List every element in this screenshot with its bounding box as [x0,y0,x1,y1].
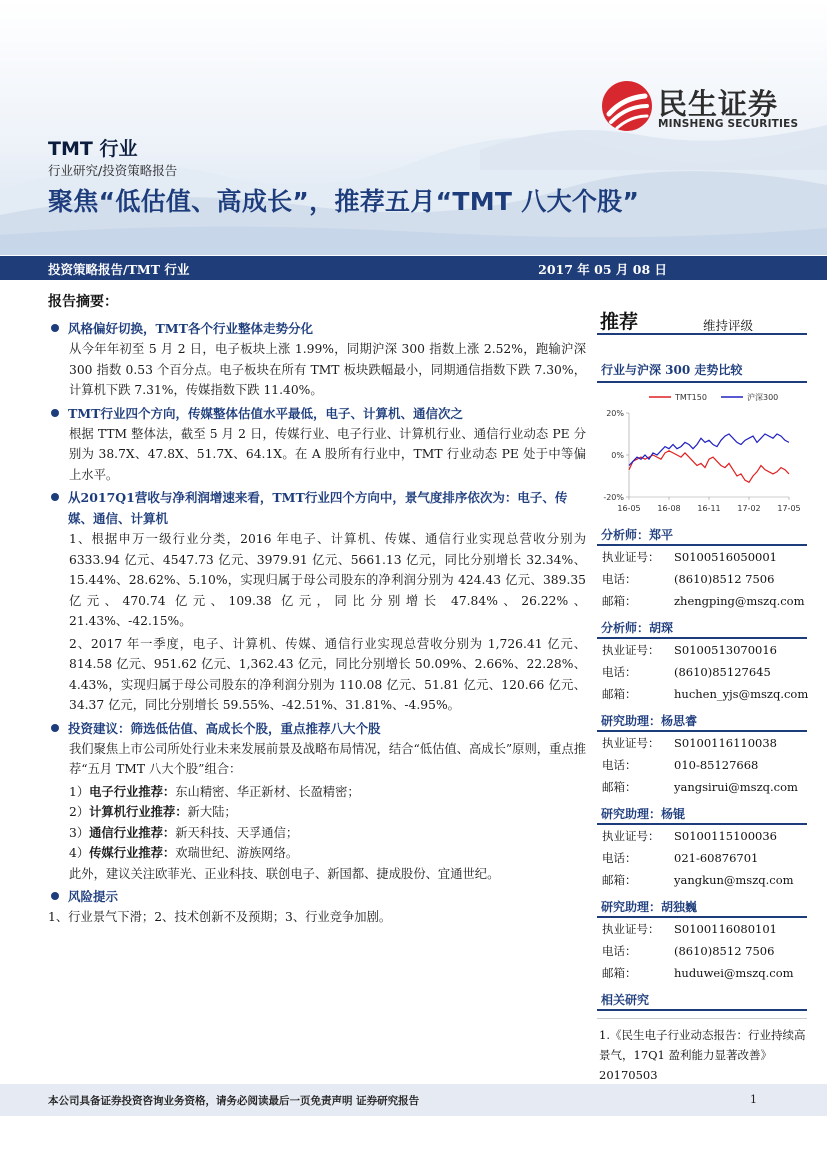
analyst-phone-label: 电话： [602,665,637,679]
section-text: 2、2017 年一季度，电子、计算机、传媒、通信行业实现总营收分别为 1,726.41 亿元、814.58 亿元、951.62 亿元、1,362.43 亿元，同比分别增长 50.09%、2.66%、22.28%、4.43%，实现归属于母公司股东的净利润分别为 110.08 亿元、51.81 亿元、120.66 亿元、34.37 亿元，同比分别增长 59.55%、-42.51%、31.81%、-4.95%。 [69,636,586,712]
analyst-email-row [597,683,807,705]
rec-number: 4） [69,846,90,860]
footer [0,1084,827,1116]
y-tick-label: -20% [603,493,624,502]
rec-number: 1） [69,784,90,799]
analyst-license: S0100115100036 [674,829,777,843]
rec-label: 通信行业推荐： [89,824,176,840]
recommendation-item [48,843,586,864]
analyst-email-label: 邮箱： [602,594,637,608]
analyst-email-label: 邮箱： [602,687,637,701]
x-tick-label: 16-11 [697,504,721,513]
rec-number: 3） [69,825,90,840]
analyst-phone-row [597,940,807,962]
analyst-license-row [597,732,807,754]
analyst-email-row [597,869,807,891]
analyst-email-label: 邮箱： [602,873,637,887]
summary-body [48,316,586,930]
y-tick-label: 0% [611,451,624,460]
analyst-heading [597,618,807,639]
analyst-phone-label: 电话： [602,572,637,586]
recommendation-item [48,782,586,803]
analyst-email-label: 邮箱： [602,780,637,794]
analyst-license: S0100516050001 [674,550,777,564]
analyst-email-row [597,590,807,612]
analyst-phone-label: 电话： [602,851,637,865]
analyst-name: 杨思睿 [661,714,698,728]
analyst-license: S0100116080101 [674,922,777,936]
section-title: 风险提示 [48,886,586,907]
rec-number: 2） [69,805,90,819]
x-tick-label: 16-05 [617,504,641,513]
analyst-email[interactable]: huchen_yjs@mszq.com [674,687,809,701]
analyst-email[interactable]: yangkun@mszq.com [674,873,794,887]
analyst-role: 研究助理： [601,807,662,821]
analyst-email-label: 邮箱： [602,966,637,980]
x-tick-label: 17-02 [737,504,761,513]
analyst-phone-row [597,754,807,776]
analyst-phone-label: 电话： [602,758,637,772]
section-title: 从2017Q1营收与净利润增速来看，TMT行业四个方向中，景气度排序依次为：电子、传媒、通信、计算机 [48,487,586,529]
analyst-license-label: 执业证号： [602,550,660,564]
analyst-email[interactable]: huduwei@mszq.com [674,966,794,980]
page-number: 1 [750,1093,757,1106]
analyst-phone-row [597,847,807,869]
analyst-heading [597,897,807,918]
analyst-phone-row [597,661,807,683]
recommendation-item [48,802,586,823]
y-tick-label: 20% [606,409,624,418]
report-type: 行业研究/投资策略报告 [48,163,178,178]
section-title: 风格偏好切换，TMT各个行业整体走势分化 [48,318,586,339]
analyst-heading [597,525,807,546]
analyst-heading [597,804,807,825]
analyst-role: 分析师： [601,528,650,542]
analyst-list [597,525,807,984]
analyst-name: 胡琛 [649,621,674,635]
brand-logo [601,80,801,140]
analyst-license: S0100116110038 [674,736,777,750]
analyst-license-label: 执业证号： [602,829,660,843]
analyst-name: 郑平 [649,528,674,542]
legend-label: 沪深300 [747,393,779,402]
analyst-license-label: 执业证号： [602,922,660,936]
rec-stocks: 新天科技、天孚通信； [175,825,299,840]
report-category: 投资策略报告/TMT 行业 [48,262,190,277]
analyst-email[interactable]: zhengping@mszq.com [674,594,805,608]
analyst-phone: 021-60876701 [674,851,759,865]
chart-title: 行业与沪深 300 走势比较 [597,361,807,383]
legend-label: TMT150 [675,393,707,402]
summary-heading: 报告摘要： [48,294,118,310]
industry-heading: TMT 行业 [48,138,138,160]
analyst-name: 杨锟 [661,807,686,821]
analyst-license: S0100513070016 [674,643,777,657]
analyst-role: 分析师： [601,621,650,635]
minsheng-logo-icon [601,80,653,132]
analyst-email[interactable]: yangsirui@mszq.com [674,780,798,794]
footer-disclaimer: 本公司具备证券投资咨询业务资格，请务必阅读最后一页免责声明 证券研究报告 [48,1095,420,1107]
analyst-phone-label: 电话： [602,944,637,958]
section-text: 从今年年初至 5 月 2 日，电子板块上涨 1.99%，同期沪深 300 指数上涨 2.52%，跑输沪深 300 指数 0.53 个百分点。电子板块在所有 TMT 板块跌幅最小，同期通信指数下跌 7.30%，计算机下跌 7.31%，传媒指数下跌 11.40%。 [69,342,586,397]
analyst-license-row [597,639,807,661]
section-text: 1、行业景气下滑；2、技术创新不及预期；3、行业竞争加剧。 [48,910,392,924]
section-text: 根据 TTM 整体法，截至 5 月 2 日，传媒行业、电子行业、计算机行业、通信行业动态 PE 分别为 38.7X、47.8X、51.7X、64.1X。在 A 股所有行业中，TMT 行业动态 PE 处于中等偏上水平。 [69,426,586,482]
analyst-email-row [597,776,807,798]
analyst-role: 研究助理： [601,900,662,914]
rating-box [597,283,807,335]
trend-chart [597,387,807,519]
rec-stocks: 新大陆； [187,805,237,819]
report-date: 2017 年 05 月 08 日 [538,262,667,277]
analyst-email-row [597,962,807,984]
series-line [629,434,789,466]
analyst-license-row [597,546,807,568]
section-title: TMT行业四个方向，传媒整体估值水平最低，电子、计算机、通信次之 [48,403,586,424]
analyst-heading [597,711,807,732]
related-heading: 相关研究 [597,990,807,1011]
analyst-phone-row [597,568,807,590]
analyst-phone: (8610)8512 7506 [674,572,775,586]
brand-name-cn: 民生证券 [658,87,779,121]
recommendation-item [48,823,586,844]
x-tick-label: 17-05 [777,504,801,513]
rec-label: 计算机行业推荐： [89,804,188,819]
related-item: 1.《民生电子行业动态报告：行业持续高景气，17Q1 盈利能力显著改善》20170503 [597,1018,807,1085]
rating-recommend: 推荐 [600,311,639,333]
rec-label: 传媒行业推荐： [89,845,176,860]
series-line [629,451,789,483]
analyst-role: 研究助理： [601,714,662,728]
brand-name-en: MINSHENG SECURITIES [658,118,799,130]
rec-stocks: 东山精密、华正新材、长盈精密； [175,784,360,799]
section-title: 投资建议：筛选低估值、高成长个股，重点推荐八大个股 [48,718,586,739]
analyst-license-row [597,918,807,940]
rec-stocks: 欢瑞世纪、游族网络。 [175,846,299,860]
analyst-phone: 010-85127668 [674,758,759,772]
rec-label: 电子行业推荐： [89,783,176,799]
sidebar [597,283,807,1085]
analyst-license-row [597,825,807,847]
analyst-license-label: 执业证号： [602,643,660,657]
title-bar [0,256,827,280]
analyst-phone: (8610)85127645 [674,665,771,679]
analyst-license-label: 执业证号： [602,736,660,750]
rating-maintain: 维持评级 [703,318,754,333]
analyst-phone: (8610)8512 7506 [674,944,775,958]
section-text: 1、根据申万一级行业分类，2016 年电子、计算机、传媒、通信行业实现总营收分别为 6333.94 亿元、4547.73 亿元、3979.91 亿元、5661.13 亿元，同比分别增长 32.34%、15.44%、28.62%、5.10%，实现归属于母公司股东的净利润分别为 424.43 亿元、389.35 亿元、470.74 亿元、109.38 亿元，同比分别增长 47.84%、26.22%、21.43%、-42.15%。 [69,532,586,628]
section-text: 此外，建议关注欧菲光、正业科技、联创电子、新国都、捷成股份、宜通世纪。 [69,866,500,881]
analyst-name: 胡独巍 [661,900,698,914]
x-tick-label: 16-08 [657,504,681,513]
section-text: 我们聚焦上市公司所处行业未来发展前景及战略布局情况，结合“低估值、高成长”原则，重点推荐“五月 TMT 八大个股”组合： [69,741,586,776]
report-title: 聚焦“低估值、高成长”，推荐五月“TMT 八大个股” [48,187,640,216]
